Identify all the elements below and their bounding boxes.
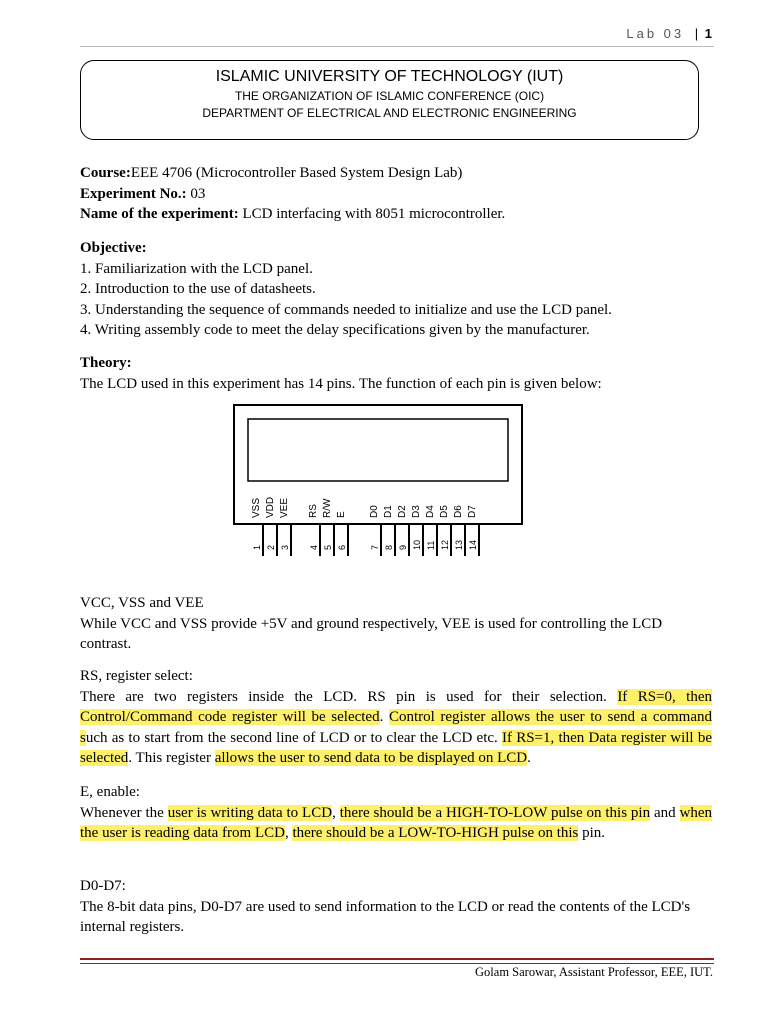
rs-highlight: Control register allows the user to send a command s	[80, 709, 713, 746]
pin-number: 10	[412, 539, 422, 550]
enable-body	[80, 803, 712, 844]
institution-org: THE ORGANIZATION OF ISLAMIC CONFERENCE (OIC)	[234, 89, 545, 103]
objective-item: 2. Introduction to the use of datasheets.	[80, 281, 316, 297]
pin-label: VDD	[265, 496, 276, 518]
experiment-no-value: 03	[186, 185, 206, 202]
theory-section	[80, 353, 712, 394]
pin-label: D3	[411, 505, 422, 518]
rs-text: .	[527, 750, 531, 766]
header-rule	[80, 46, 714, 47]
pin-label: D2	[397, 505, 408, 518]
vcc-body: While VCC and VSS provide +5V and ground respectively, VEE is used for controlling the LCD contrast.	[80, 615, 663, 652]
course-info	[80, 163, 712, 225]
pin-label: D6	[453, 505, 464, 518]
footer-rule	[80, 958, 714, 960]
pin-number: 2	[266, 544, 276, 550]
pin-label: D0	[369, 505, 380, 518]
institution-name: ISLAMIC UNIVERSITY OF TECHNOLOGY (IUT)	[215, 68, 564, 85]
objective-item: 4. Writing assembly code to meet the delay specifications given by the manufacturer.	[80, 322, 590, 338]
enable-text: ,	[332, 804, 340, 821]
experiment-no-line	[80, 184, 712, 205]
rs-highlight: If RS=0, then Control/Command code register will be selected	[80, 688, 713, 725]
pin-number: 11	[426, 540, 436, 550]
rs-text: uch as to start from the second line of LCD or to clear the LCD etc.	[85, 729, 502, 746]
pin-label: D1	[383, 505, 394, 518]
vcc-heading: VCC, VSS and VEE	[80, 595, 204, 611]
rs-section	[80, 666, 712, 769]
enable-section	[80, 782, 712, 844]
rs-text: . This register	[128, 750, 215, 766]
objective-section	[80, 238, 712, 341]
data-pins-heading: D0-D7:	[80, 878, 126, 894]
institution-box	[80, 60, 699, 140]
footer-rule	[80, 963, 714, 964]
page-header	[626, 26, 712, 41]
objective-title: Objective:	[80, 240, 147, 256]
rs-highlight: allows the user to send data to be displayed on LCD	[214, 750, 528, 766]
footer-author: Golam Sarowar, Assistant Professor, EEE, IUT.	[475, 965, 713, 979]
vcc-section	[80, 593, 712, 655]
pin-number: 5	[323, 544, 333, 550]
rs-highlight: If RS=1, then Data register will be selected	[80, 729, 712, 766]
enable-text: ,	[284, 825, 293, 841]
rs-body	[80, 687, 712, 769]
theory-title: Theory:	[80, 355, 132, 371]
pin-number: 1	[252, 544, 262, 550]
pin-number: 13	[454, 539, 464, 550]
course-label: Course:	[80, 165, 131, 181]
pin-label: D7	[467, 505, 478, 518]
experiment-no-label: Experiment No.:	[80, 185, 187, 202]
pin-label: VSS	[251, 497, 262, 518]
rs-text: There are two registers inside the LCD. RS pin is used for their selection.	[80, 688, 618, 705]
institution-department: DEPARTMENT OF ELECTRICAL AND ELECTRONIC ENGINEERING	[202, 106, 577, 120]
experiment-name-label: Name of the experiment:	[80, 206, 239, 222]
pin-number: 9	[398, 544, 408, 550]
pin-number: 3	[280, 544, 290, 550]
objective-item: 3. Understanding the sequence of commands needed to initialize and use the LCD panel.	[80, 301, 612, 318]
pin-number: 14	[468, 539, 478, 550]
enable-heading: E, enable:	[80, 784, 140, 800]
lcd-pinout-diagram	[233, 404, 525, 560]
rs-text: .	[379, 709, 389, 725]
pin-label: VEE	[279, 497, 290, 518]
experiment-name-line	[80, 204, 712, 225]
objective-item: 1. Familiarization with the LCD panel.	[80, 260, 313, 277]
enable-highlight: when the user is reading data from LCD	[80, 804, 712, 841]
experiment-name-value: LCD interfacing with 8051 microcontroller.	[238, 206, 506, 222]
pin-label: R/W	[322, 498, 333, 518]
enable-highlight: there should be a LOW-TO-HIGH pulse on this	[292, 825, 579, 841]
course-value: EEE 4706 (Microcontroller Based System Design Lab)	[130, 165, 463, 181]
enable-highlight: user is writing data to LCD	[167, 804, 333, 821]
rs-heading: RS, register select:	[80, 668, 193, 684]
data-pins-body: The 8-bit data pins, D0-D7 are used to send information to the LCD or read the contents of the LCD's internal registers.	[80, 898, 691, 935]
pin-number: 4	[309, 544, 319, 550]
data-pins-section	[80, 876, 712, 938]
enable-highlight: there should be a HIGH-TO-LOW pulse on this pin	[339, 804, 651, 821]
course-line	[80, 163, 712, 184]
enable-text: pin.	[578, 825, 606, 841]
theory-intro: The LCD used in this experiment has 14 pins. The function of each pin is given below:	[80, 375, 602, 392]
pin-number: 6	[337, 544, 347, 550]
pin-label: D5	[439, 505, 450, 518]
pin-number: 8	[384, 544, 394, 550]
enable-text: Whenever the	[80, 804, 168, 821]
pin-label: E	[336, 511, 347, 518]
lab-label: Lab 03	[626, 26, 685, 41]
page-number: 1	[704, 26, 712, 41]
lcd-screen-area	[248, 419, 508, 481]
enable-text: and	[650, 804, 680, 821]
pin-number: 12	[440, 539, 450, 550]
pin-label: RS	[308, 504, 319, 518]
pin-number: 7	[370, 544, 380, 550]
header-separator: |	[694, 26, 699, 41]
pin-label: D4	[425, 505, 436, 518]
